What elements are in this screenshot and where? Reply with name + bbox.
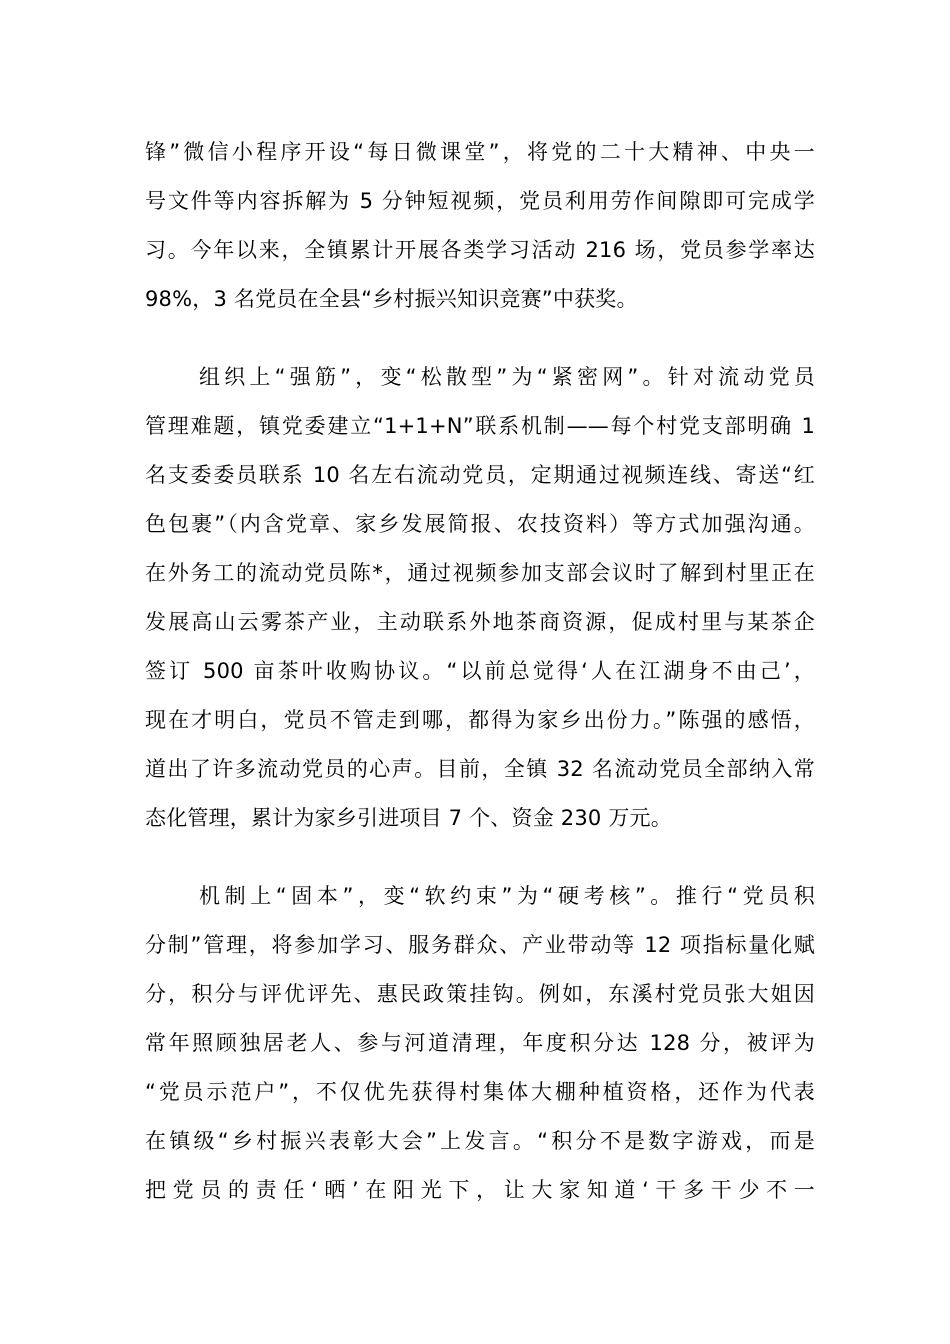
text-line: “党员示范户”，不仅优先获得村集体大棚种植资格，还作为代表 (145, 1080, 815, 1104)
text-line: 把党员的责任‘晒’在阳光下，让大家知道‘干多干少不一 (145, 1178, 815, 1202)
text-line: 锋”微信小程序开设“每日微课堂”，将党的二十大精神、中央一 (145, 140, 815, 164)
text-line: 管理难题，镇党委建立“1+1+N”联系机制——每个村党支部明确 1 (145, 414, 815, 438)
text-line: 在外务工的流动党员陈*，通过视频参加支部会议时了解到村里正在 (145, 561, 815, 585)
text-line: 组织上“强筋”，变“松散型”为“紧密网”。针对流动党员 (199, 365, 815, 389)
text-line: 色包裹”（内含党章、家乡发展简报、农技资料）等方式加强沟通。 (145, 512, 815, 536)
text-line: 道出了许多流动党员的心声。目前，全镇 32 名流动党员全部纳入常 (145, 757, 815, 781)
text-line: 机制上“固本”，变“软约束”为“硬考核”。推行“党员积 (199, 884, 815, 908)
text-line: 态化管理，累计为家乡引进项目 7 个、资金 230 万元。 (145, 806, 672, 830)
text-line: 在镇级“乡村振兴表彰大会”上发言。“积分不是数字游戏，而是 (145, 1129, 815, 1153)
text-line: 号文件等内容拆解为 5 分钟短视频，党员利用劳作间隙即可完成学 (145, 189, 815, 213)
text-line: 分，积分与评优评先、惠民政策挂钩。例如，东溪村党员张大姐因 (145, 982, 815, 1006)
text-line: 习。今年以来，全镇累计开展各类学习活动 216 场，党员参学率达 (145, 238, 815, 262)
text-line: 98%，3 名党员在全县“乡村振兴知识竞赛”中获奖。 (145, 287, 638, 311)
text-line: 名支委委员联系 10 名左右流动党员，定期通过视频连线、寄送“红 (145, 463, 815, 487)
text-line: 分制”管理，将参加学习、服务群众、产业带动等 12 项指标量化赋 (145, 933, 815, 957)
text-line: 发展高山云雾茶产业，主动联系外地茶商资源，促成村里与某茶企 (145, 610, 815, 634)
text-line: 常年照顾独居老人、参与河道清理，年度积分达 128 分，被评为 (145, 1031, 815, 1055)
text-line: 现在才明白，党员不管走到哪，都得为家乡出份力。”陈强的感悟， (145, 708, 815, 732)
text-line: 签订 500 亩茶叶收购协议。“以前总觉得‘人在江湖身不由己’， (145, 659, 815, 683)
